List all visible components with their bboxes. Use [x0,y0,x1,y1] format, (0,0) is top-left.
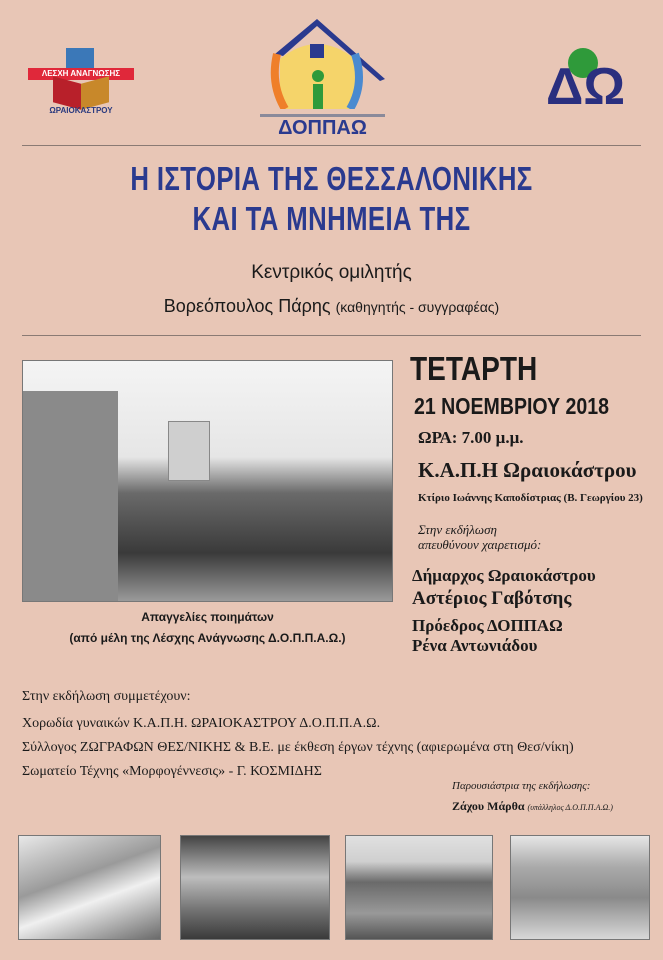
title-line-2: ΚΑΙ ΤΑ ΜΝΗΜΕΙΑ ΤΗΣ [192,200,471,237]
president-role: Πρόεδρος ΔΟΠΠΑΩ [412,616,563,635]
participants-heading: Στην εκδήλωση συμμετέχουν: [22,689,191,704]
presenter-note: (υπάλληλος Δ.Ο.Π.Π.Α.Ω.) [527,803,613,812]
event-date: 21 ΝΟΕΜΒΡΙΟΥ 2018 [414,393,610,419]
do-logo [538,48,633,116]
doppao-logo-text: ΔΟΠΠΑΩ [278,117,367,139]
event-address: Κτίριο Ιωάννης Καποδίστριας (Β. Γεωργίου 23) [418,492,643,504]
logo-subtext: ΩΡΑΙΟΚΑΣΤΡΟΥ [49,106,113,115]
mayor-name: Αστέριος Γαβότσης [412,588,572,609]
mayor-role: Δήμαρχος Ωραιοκάστρου [412,566,596,585]
speaker-name: Βορεόπουλος Πάρης [163,296,331,316]
speaker-role: (καθηγητής - συγγραφέας) [335,299,500,315]
divider [22,335,641,336]
greetings-intro-2: απευθύνουν χαιρετισμό: [418,537,542,552]
reading-club-logo [28,48,134,118]
event-time: ΩΡΑ: 7.00 μ.μ. [418,428,524,447]
divider [22,145,641,146]
speaker-label: Κεντρικός ομιλητής [251,262,412,283]
white-tower-photo [22,360,393,602]
seafront-photo [18,835,161,940]
greetings-intro-1: Στην εκδήλωση [418,522,497,537]
speaker [0,296,663,317]
event-venue: Κ.Α.Π.Η Ωραιοκάστρου [418,458,637,482]
event-day: ΤΕΤΑΡΤΗ [410,350,538,387]
do-logo-text: ΔΩ [545,58,626,116]
building-photo [510,835,650,940]
presenter [452,799,613,814]
president-name: Ρένα Αντωνιάδου [412,636,538,655]
presenter-name: Ζάχου Μάρθα [452,799,525,813]
arch-photo [180,835,330,940]
participant-item: Σωματείο Τέχνης «Μορφογέννεσις» - Γ. ΚΟΣΜΙΔΗΣ [22,764,322,779]
caption-line-1: Απαγγελίες ποιημάτων [141,610,274,624]
logo-text: ΛΕΣΧΗ ΑΝΑΓΝΩΣΗΣ [28,68,134,80]
participant-item: Χορωδία γυναικών Κ.Α.Π.Η. ΩΡΑΙΟΚΑΣΤΡΟΥ Δ.Ο.Π.Π.Α.Ω. [22,716,381,731]
caption-line-2: (από μέλη της Λέσχης Ανάγνωσης Δ.Ο.Π.Π.Α.Ω.) [69,631,346,645]
city-street-photo [345,835,493,940]
participant-item: Σύλλογος ΖΩΓΡΑΦΩΝ ΘΕΣ/ΝΙΚΗΣ & Β.Ε. με έκθεση έργων τέχνης (αφιερωμένα στη Θεσ/νίκη) [22,740,574,755]
doppao-logo [255,14,390,139]
title-line-1: Η ΙΣΤΟΡΙΑ ΤΗΣ ΘΕΣΣΑΛΟΝΙΚΗΣ [130,160,533,197]
presenter-label: Παρουσιάστρια της εκδήλωσης: [452,780,591,792]
